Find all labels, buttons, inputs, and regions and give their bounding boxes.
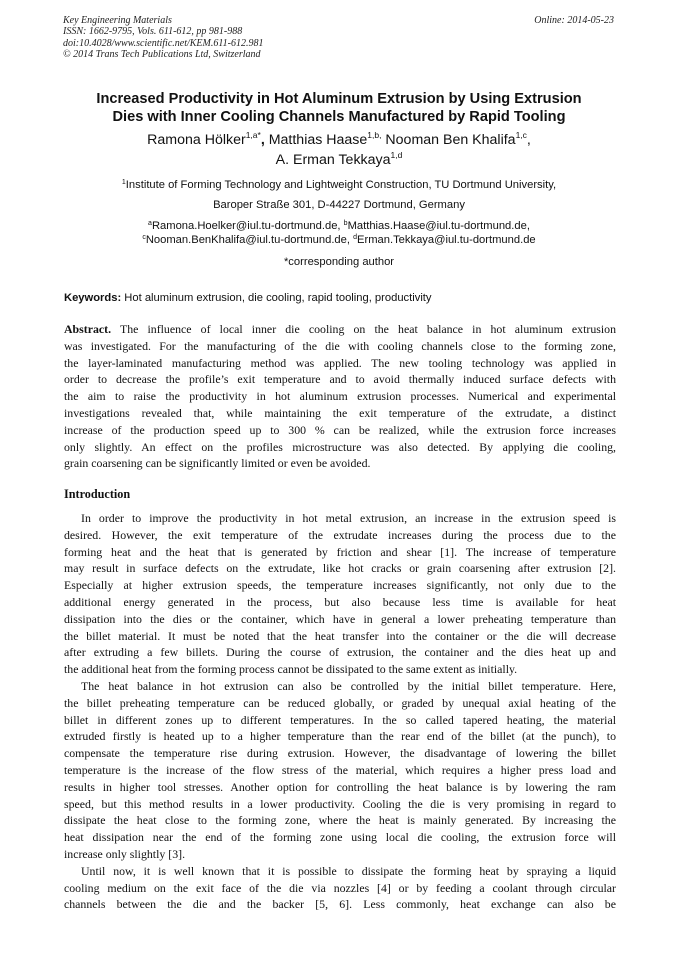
affiliation-line-1: $^1$Institute of Forming Technology and Lightweight Construction, TU Dortmund University, [121, 179, 557, 191]
abstract-line: increase of the production speed up to 300 % can be realized, while the extrusion force increases [64, 422, 616, 437]
author-haase: Matthias Haase [268, 132, 368, 148]
intro-line: heat dissipation near the end of the forming zone using local die cooling, the extrusion force will [64, 830, 616, 845]
abstract-line: order to decrease the profile’s exit temperature and to avoid thermally induced surface defects with [64, 372, 616, 387]
intro-line: Especially at higher extrusion speeds, the temperature increases significantly, not only due to the [64, 578, 616, 593]
author-list [40, 131, 638, 170]
intro-line: forming heat and the heat that is generated by friction and shear [1]. The increase of temperature [64, 544, 616, 559]
intro-line: additional energy generated in the process, but also because less time is available for heat [64, 594, 616, 609]
email-ben-khalifa[interactable]: Nooman.BenKhalifa@iul.tu-dortmund.de, [145, 234, 354, 246]
email-line-2: $^c$Nooman.BenKhalifa@iul.tu-dortmund.de, $^d$Erman.Tekkaya@iul.tu-dortmund.de [142, 234, 536, 246]
email-tekkaya[interactable]: Erman.Tekkaya@iul.tu-dortmund.de [357, 234, 536, 246]
abstract-line: the layer-laminated manufacturing method was applied. The new tooling technology was applied in [64, 355, 616, 370]
intro-line: Until now, it is well known that it is possible to dissipate the forming heat by spraying a liquid [81, 863, 616, 878]
author-holker-affil: 1,a* [245, 130, 261, 140]
abstract-label: Abstract. [64, 322, 112, 336]
doi-line[interactable]: doi:10.4028/www.scientific.net/KEM.611-612.981 [63, 37, 264, 49]
email-line-1: $^a$Ramona.Hoelker@iul.tu-dortmund.de, $^b$Matthias.Haase@iul.tu-dortmund.de, [148, 220, 530, 232]
email-haase[interactable]: Matthias.Haase@iul.tu-dortmund.de, [347, 220, 530, 232]
intro-line: dissipate the heat close to the forming zone, where the heat is mainly generated. By increasing the [64, 813, 616, 828]
introduction-body [64, 510, 616, 913]
author-tekkaya-affil: 1,d [390, 149, 403, 160]
intro-line: the additional heat from the forming process cannot be dissipated to the same extent as initially. [64, 662, 518, 677]
keywords [64, 291, 616, 305]
intro-line: cooling medium on the exit face of the die via nozzles [4] or by feeding a coolant through circular [64, 880, 616, 895]
abstract-line: was investigated. For the manufacturing of the die with cooling channels close to the forming zone, [64, 338, 616, 353]
keywords-text: Hot aluminum extrusion, die cooling, rapid tooling, productivity [121, 292, 432, 304]
online-date: Online: 2014-05-23 [534, 15, 614, 26]
keywords-label: Keywords: [64, 292, 122, 304]
intro-line: results in higher tool stresses. Another option for controlling the heat balance is by lowering the ram [64, 779, 616, 794]
intro-line: after extruding a few billets. During the course of extrusion, the container and the dies heat up and [64, 645, 616, 660]
paper-title [40, 90, 638, 127]
author-tekkaya: A. Erman Tekkaya [275, 151, 391, 168]
intro-line: channels between the die and the backer [5, 6]. Less commonly, heat exchange can also be [64, 897, 616, 912]
intro-line: may result in surface defects on the extrudate, like hot cracks or grain coarsening after extrusion [2]. [64, 561, 616, 576]
title-line-2: Dies with Inner Cooling Channels Manufactured by Rapid Tooling [112, 109, 566, 126]
abstract [64, 321, 616, 472]
intro-line: compensate the temperature rise during extrusion. However, the disadvantage of lowering the billet [64, 746, 616, 761]
intro-line: temperature is the increase of the flow stress of the material, which requires a higher press load and [64, 762, 616, 777]
intro-line: desired. However, the exit temperature of the extrudate increases during the process due to the [64, 527, 616, 542]
affiliation-number: 1 [121, 179, 126, 186]
intro-line: the billet material. It must be noted that the heat transfer into the container or the die will decrease [64, 628, 616, 643]
corresponding-author-note: *corresponding author [283, 256, 395, 268]
abstract-line: Abstract. The influence of local inner die cooling on the heat balance in hot aluminum extrusion [64, 322, 616, 336]
section-heading-introduction: Introduction [64, 487, 131, 501]
intro-line: In order to improve the productivity in hot metal extrusion, an increase in the extrusion speed is [81, 511, 616, 525]
journal-name: Key Engineering Materials [63, 15, 172, 26]
author-separator: , [526, 132, 531, 148]
intro-line: billet in different zones up to different temperatures. In the so called tapered heating, the material [64, 712, 616, 727]
affiliation-line-2: Baroper Straße 301, D-44227 Dortmund, Germany [213, 199, 465, 211]
intro-line: dissipation into the dies or the container, which have in general a lower preheating temperature than [64, 611, 616, 626]
intro-line: the billet preheating temperature can be reduced globally, or graded by unequal axial heating of the [64, 695, 616, 710]
author-separator: , [260, 132, 269, 148]
author-ben-khalifa-affil: 1,c [515, 130, 527, 140]
author-haase-affil: 1,b, [367, 130, 382, 140]
intro-line: increase only slightly [3]. [64, 846, 186, 861]
author-line-2 [40, 151, 638, 171]
abstract-line: investigations revealed that, while maintaining the exit temperature of the extrudate, a distinct [64, 405, 616, 420]
abstract-line: only slightly. An effect on the profiles microstructure was also detected. By applying die cooling, [64, 439, 616, 454]
intro-line: speed, but this method results in a lower productivity. Cooling the die is very promising in regard to [64, 796, 616, 811]
abstract-line: the aim to raise the productivity in hot aluminum extrusion processes. Numerical and experimental [64, 389, 616, 404]
author-holker: Ramona Hölker [147, 132, 246, 148]
intro-line: extruded firstly is heated up to a higher temperature than the rear end of the billet (at the punch), to [64, 729, 616, 744]
copyright-line: © 2014 Trans Tech Publications Ltd, Switzerland [63, 49, 261, 61]
abstract-line: grain coarsening can be significantly limited or even be avoided. [64, 456, 371, 471]
author-line-1 [40, 131, 638, 151]
author-ben-khalifa: Nooman Ben Khalifa [381, 132, 516, 148]
title-line-1: Increased Productivity in Hot Aluminum Extrusion by Using Extrusion [96, 91, 582, 107]
email-holker[interactable]: Ramona.Hoelker@iul.tu-dortmund.de, [151, 220, 344, 232]
journal-header [63, 15, 263, 61]
issn-line: ISSN: 1662-9795, Vols. 611-612, pp 981-988 [63, 26, 243, 38]
intro-line: The heat balance in hot extrusion can also be controlled by the initial billet temperature. Here, [81, 678, 616, 693]
